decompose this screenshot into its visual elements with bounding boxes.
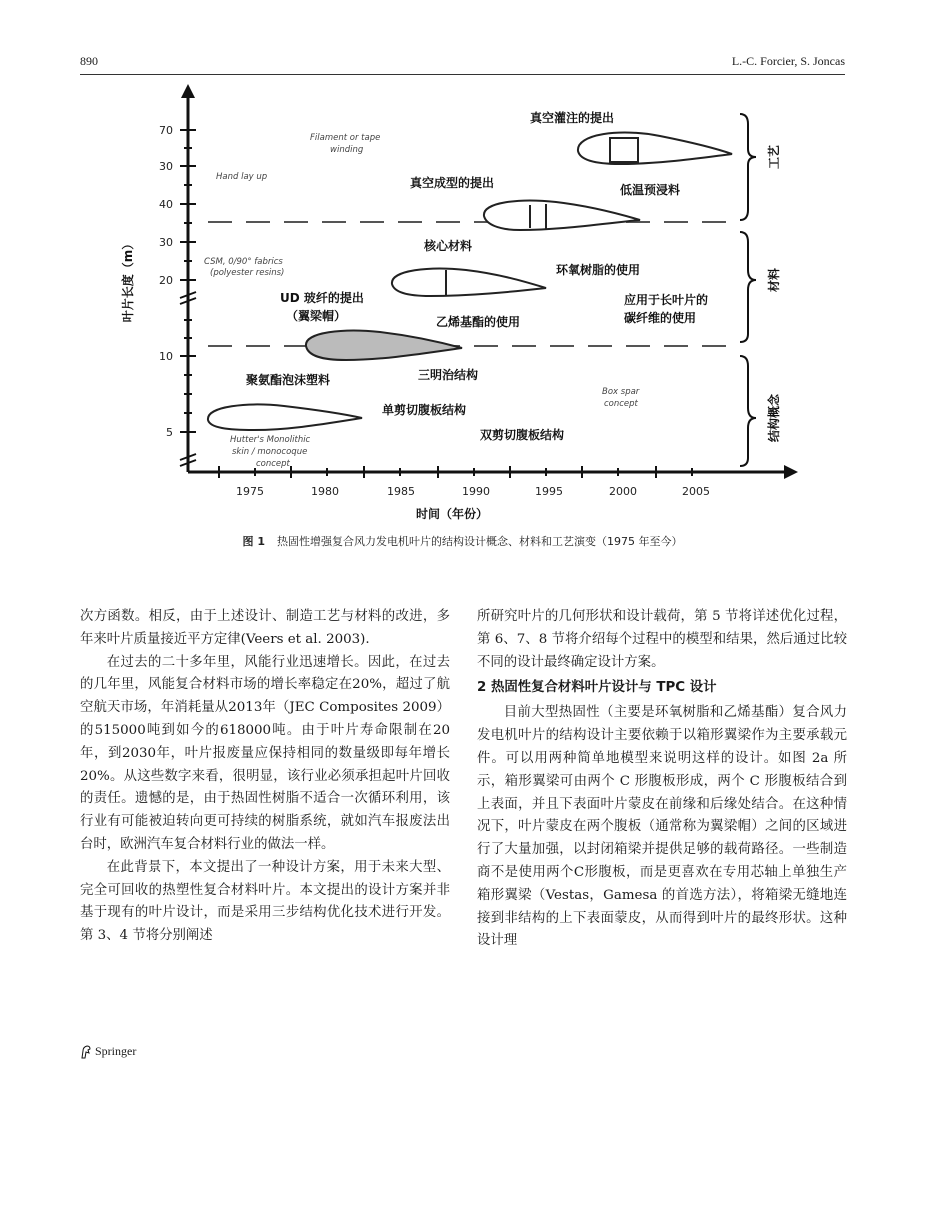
label-double-shear: 双剪切腹板结构 (480, 428, 565, 442)
section-heading: 2 热固性复合材料叶片设计与 TPC 设计 (477, 680, 717, 696)
label-hutter-3: concept (256, 459, 290, 469)
page-number: 890 (80, 54, 98, 68)
label-vacuum-forming: 真空成型的提出 (410, 176, 495, 190)
label-filament-winding: Filament or tape (310, 133, 381, 143)
y-tick-label: 70 (159, 124, 173, 137)
label-filament-winding-2: winding (330, 145, 364, 155)
y-tick-label: 30 (159, 236, 173, 249)
label-single-shear: 单剪切腹板结构 (382, 403, 467, 417)
label-core-material: 核心材料 (424, 239, 473, 253)
label-hand-lay-up: Hand lay up (216, 172, 268, 182)
x-tick-label: 1975 (236, 485, 264, 498)
label-vacuum-infusion: 真空灌注的提出 (530, 111, 615, 125)
label-hutter: Hutter's Monolithic (230, 435, 311, 445)
airfoil-monolithic (208, 405, 362, 430)
x-tick-label: 1985 (387, 485, 415, 498)
airfoil-shear-web (392, 269, 546, 296)
y-tick-label: 5 (166, 426, 173, 439)
publisher-footer (80, 1044, 136, 1059)
figure-1 (100, 84, 800, 534)
brace-concept (740, 356, 756, 466)
label-ud-fiber: UD 玻纤的提出 (280, 291, 364, 305)
label-carbon-fiber: 应用于长叶片的 (624, 293, 709, 307)
x-tick-label: 1980 (311, 485, 339, 498)
y-axis-arrow (181, 84, 195, 98)
label-pu-foam: 聚氨酯泡沫塑料 (246, 373, 331, 387)
caption-text: 热固性增强复合风力发电机叶片的结构设计概念、材料和工艺演变（1975 年至今） (276, 535, 683, 548)
y-tick-label: 40 (159, 198, 173, 211)
label-low-temp-prepreg: 低温预浸料 (620, 183, 681, 197)
running-authors: L.-C. Forcier, S. Joncas (731, 54, 845, 68)
publisher-name: Springer (95, 1044, 137, 1058)
x-axis-title: 时间（年份） (415, 507, 489, 521)
label-carbon-fiber-2: 碳纤维的使用 (624, 311, 697, 325)
bracket-label-concept: 结构概念 (767, 393, 781, 443)
airfoil-box-spar-top (578, 132, 732, 164)
label-csm-fabrics: CSM, 0/90° fabrics (204, 257, 283, 267)
y-axis-title: 叶片长度（m） (121, 237, 135, 323)
brace-process (740, 114, 756, 220)
springer-horse-icon (80, 1045, 92, 1059)
label-ud-fiber-cap: （翼梁帽） (286, 309, 347, 323)
caption-label: 图 1 (242, 535, 265, 548)
y-tick-label: 20 (159, 274, 173, 287)
paragraph: 在过去的二十多年里，风能行业迅速增长。因此，在过去的几年里，风能复合材料市场的增长率稳定在20%，超过了航空航天市场，年消耗量从2013年（JEC Composites 2009）的515000吨到如今的618000吨。由于叶片寿命限制在20年，到2030年，叶片报废量应保持相同的数量级即每年增长 20%。从这些数字来看，很明显，该行业必须承担起叶片回收的责任。遗憾的是，由于热固性树脂不适合一次循环利用，该行业有可能被迫转向更可持续的树脂系统，就如汽车报废法出台时，欧洲汽车复合材料行业的做法一样。 (80, 654, 450, 852)
x-tick-label: 1995 (535, 485, 563, 498)
label-vinyl-ester: 乙烯基酯的使用 (436, 315, 521, 329)
label-epoxy-use: 环氧树脂的使用 (556, 263, 641, 277)
airfoil-foam (306, 331, 462, 360)
paragraph: 所研究叶片的几何形状和设计载荷，第 5 节将详述优化过程，第 6、7、8 节将介绍每个过程中的模型和结果，然后通过比较不同的设计最终确定设计方案。 (477, 609, 847, 670)
y-tick-label: 30 (159, 160, 173, 173)
paragraph: 目前大型热固性（主要是环氧树脂和乙烯基酯）复合风力发电机叶片的结构设计主要依赖于以箱形翼梁作为主要承载元件。可以用两种简单地模型来说明这样的设计。如图 2a 所示，箱形翼梁可由两个 C 形腹板形成，两个 C 形腹板结合到上表面，并且下表面叶片蒙皮在前缘和后缘处结合。在这种情况下，叶片蒙皮在两个腹板（通常称为翼梁帽）之间的区域进行了大量加强，以封闭箱梁并提供足够的载荷路径。一些制造商不是使用两个C形腹板，而是更喜欢在专用芯轴上单独生产箱形翼梁（Vestas，Gamesa 的首选方法），将箱梁无缝地连接到非结构的上下表面蒙皮，从而得到叶片的最终形状。这种设计理 (477, 705, 847, 949)
x-tick-label: 2005 (682, 485, 710, 498)
x-tick-label: 2000 (609, 485, 637, 498)
label-box-spar: Box spar (602, 387, 640, 397)
bracket-label-process: 工艺 (767, 144, 781, 170)
y-tick-label: 10 (159, 350, 173, 363)
left-column (80, 606, 450, 948)
paragraph: 次方函数。相反，由于上述设计、制造工艺与材料的改进，多年来叶片质量接近平方定律(Veers et al. 2003). (80, 609, 450, 647)
label-hutter-2: skin / monocoque (232, 447, 308, 457)
page-header (80, 52, 845, 75)
figure-caption (80, 533, 845, 549)
paragraph: 在此背景下，本文提出了一种设计方案，用于未来大型、完全可回收的热塑性复合材料叶片。本文提出的设计方案并非基于现有的叶片设计，而是采用三步结构优化技术进行开发。第 3、4 节将分别阐述 (80, 859, 450, 944)
x-axis-arrow (784, 465, 798, 479)
right-column (477, 606, 847, 953)
label-sandwich: 三明治结构 (418, 368, 479, 382)
bracket-label-material: 材料 (767, 267, 781, 293)
label-csm-resins: (polyester resins) (210, 268, 285, 278)
airfoil-box-spar-mid (484, 201, 640, 230)
x-tick-label: 1990 (462, 485, 490, 498)
brace-material (740, 232, 756, 342)
label-box-spar-2: concept (604, 399, 638, 409)
